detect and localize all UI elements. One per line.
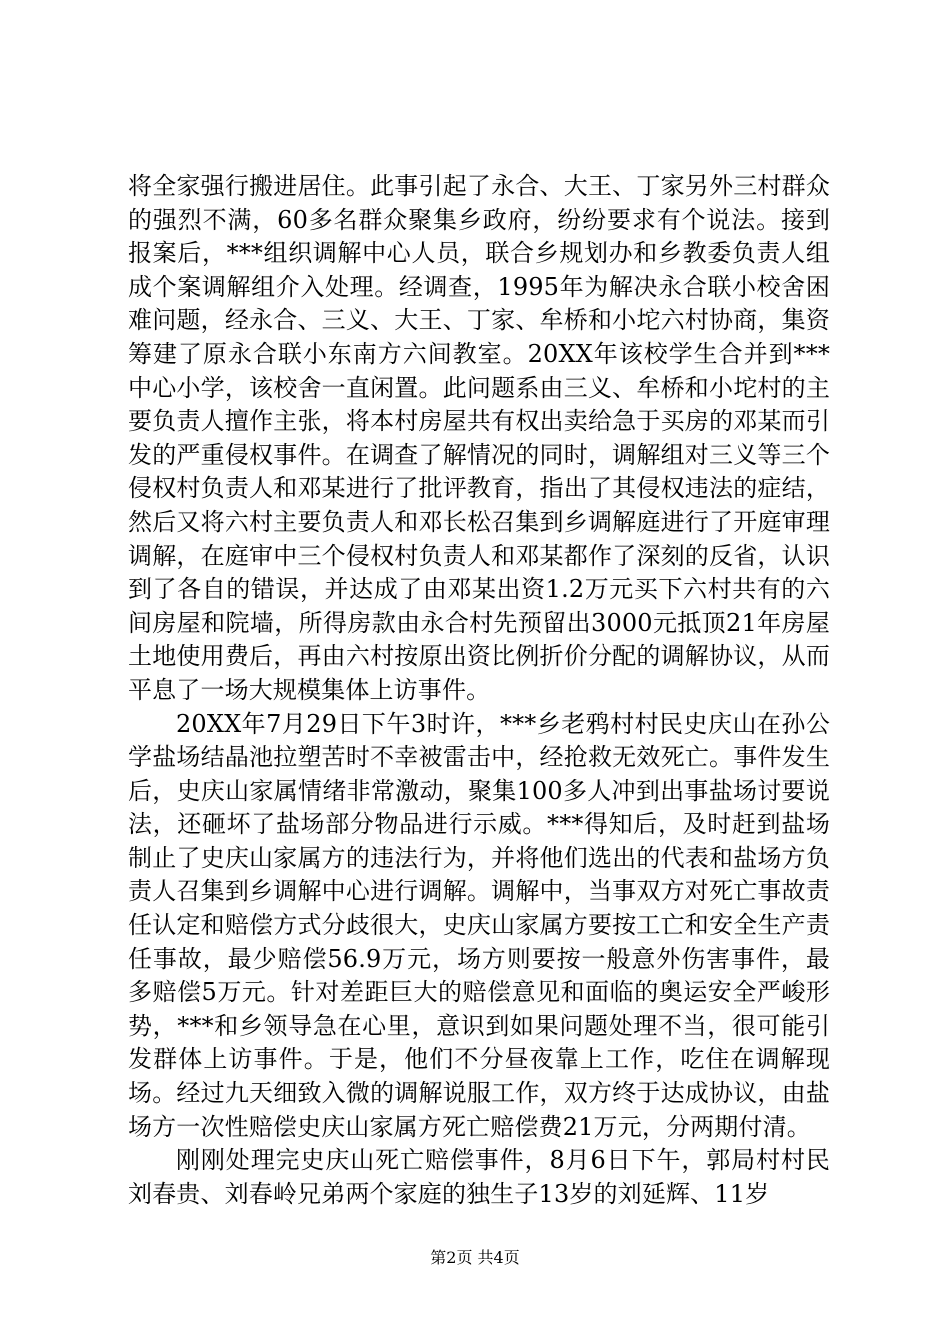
page-footer: 第2页 共4页 — [430, 1248, 520, 1267]
body-text — [128, 170, 830, 1211]
paragraph-3: 刚刚处理完史庆山死亡赔偿事件，8月6日下午，郭局村村民刘春贵、刘春岭兄弟两个家庭的独生子13岁的刘延辉、11岁 — [128, 1146, 830, 1208]
paragraph-2: 20XX年7月29日下午3时许，***乡老鸦村村民史庆山在孙公学盐场结晶池拉塑苦时不幸被雷击中，经抢救无效死亡。事件发生后，史庆山家属情绪非常激动，聚集100多人冲到出事盐场讨要说法，还砸坏了盐场部分物品进行示威。***得知后，及时赶到盐场制止了史庆山家属方的违法行为，并将他们选出的代表和盐场方负责人召集到乡调解中心进行调解。调解中，当事双方对死亡事故责任认定和赔偿方式分歧很大，史庆山家属方要按工亡和安全生产责任事故，最少赔偿56.9万元，场方则要按一般意外伤害事件，最多赔偿5万元。针对差距巨大的赔偿意见和面临的奥运安全严峻形势，***和乡领导急在心里，意识到如果问题处理不当，很可能引发群体上访事件。于是，他们不分昼夜靠上工作，吃住在调解现场。经过九天细致入微的调解说服工作，双方终于达成协议，由盐场方一次性赔偿史庆山家属方死亡赔偿费21万元，分两期付清。 — [128, 709, 830, 1141]
paragraph-1: 将全家强行搬进居住。此事引起了永合、大王、丁家另外三村群众的强烈不满，60多名群众聚集乡政府，纷纷要求有个说法。接到报案后，***组织调解中心人员，联合乡规划办和乡教委负责人组成个案调解组介入处理。经调查，1995年为解决永合联小校舍困难问题，经永合、三义、大王、丁家、牟桥和小坨六村协商，集资筹建了原永合联小东南方六间教室。20XX年该校学生合并到***中心小学，该校舍一直闲置。此问题系由三义、牟桥和小坨村的主要负责人擅作主张，将本村房屋共有权出卖给急于买房的邓某而引发的严重侵权事件。在调查了解情况的同时，调解组对三义等三个侵权村负责人和邓某进行了批评教育，指出了其侵权违法的症结，然后又将六村主要负责人和邓长松召集到乡调解庭进行了开庭审理调解，在庭审中三个侵权村负责人和邓某都作了深刻的反省，认识到了各自的错误，并达成了由邓某出资1.2万元买下六村共有的六间房屋和院墙，所得房款由永合村先预留出3000元抵顶21年房屋土地使用费后，再由六村按原出资比例折价分配的调解协议，从而平息了一场大规模集体上访事件。 — [128, 172, 830, 704]
